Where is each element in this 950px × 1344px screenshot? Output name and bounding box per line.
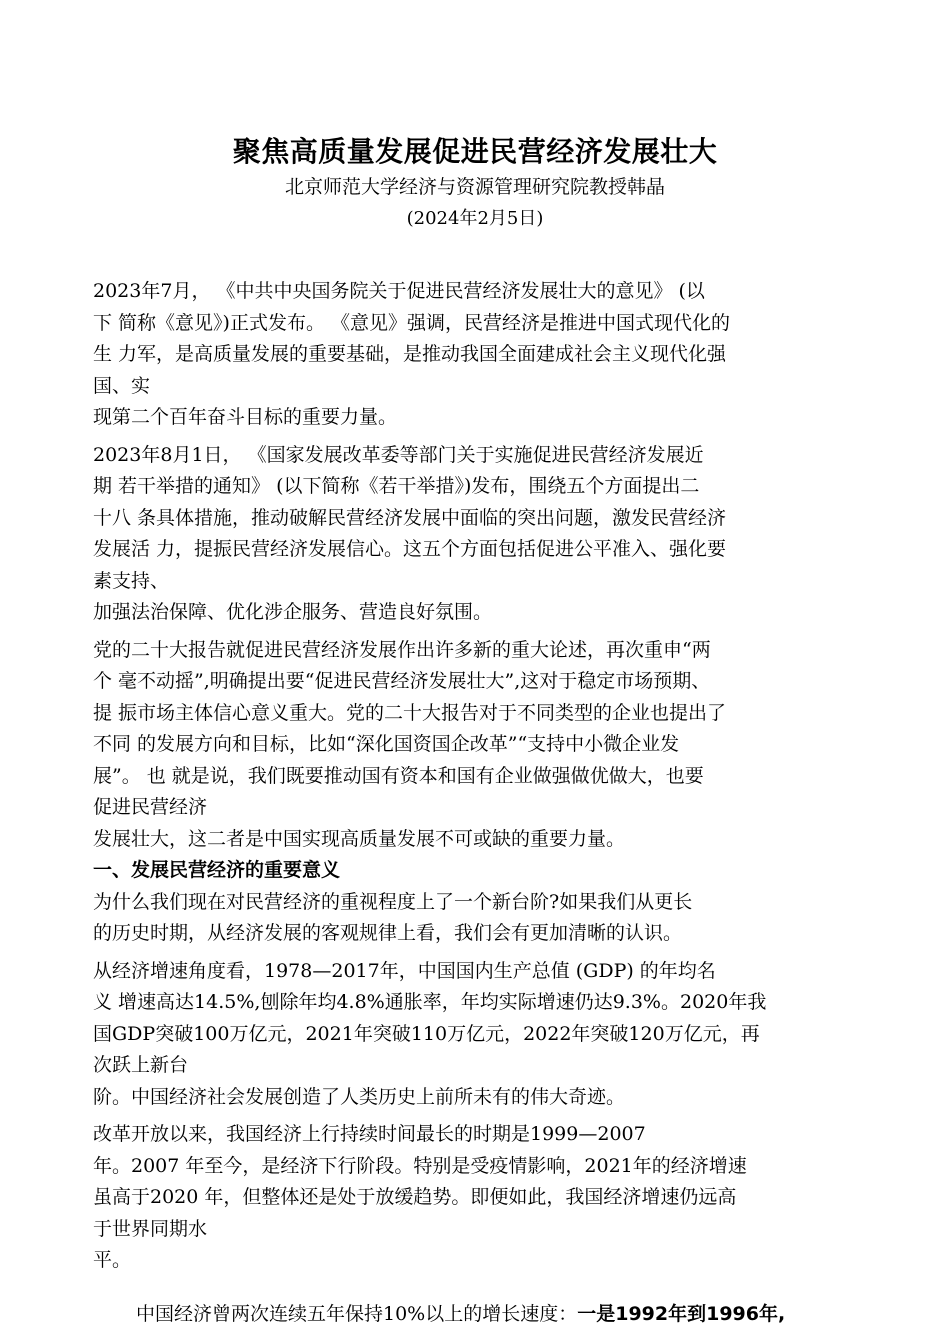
document-date: (2024年2月5日) <box>406 208 544 229</box>
text-line: 期 若干举措的通知》 (以下简称《若干举措》)发布，围绕五个方面提出二 <box>93 475 700 497</box>
text-line: 2023年7月， 《中共中央国务院关于促进民营经济发展壮大的意见》 (以 <box>93 280 705 302</box>
text-line: 改革开放以来，我国经济上行持续时间最长的时期是1999—2007 <box>93 1123 646 1145</box>
text-line: 从经济增速角度看，1978—2017年，中国国内生产总值 (GDP) 的年均名 <box>93 959 716 982</box>
text-line: 十八 条具体措施，推动破解民营经济发展中面临的突出问题，激发民营经济 <box>93 506 727 529</box>
text-line: 为什么我们现在对民营经济的重视程度上了一个新台阶?如果我们从更长 <box>93 890 693 913</box>
text-line: 于世界同期水 <box>93 1217 208 1240</box>
text-line: 现第二个百年奋斗目标的重要力量。 <box>93 406 398 428</box>
text-line: 党的二十大报告就促进民营经济发展作出许多新的重大论述，再次重申“两 <box>93 638 711 661</box>
text-line: 的历史时期，从经济发展的客观规律上看，我们会有更加清晰的认识。 <box>93 922 683 944</box>
text-line: 个 毫不动摇”,明确提出要“促进民营经济发展壮大”,这对于稳定市场预期、 <box>93 670 711 692</box>
document-title: 聚焦高质量发展促进民营经济发展壮大 <box>232 135 718 168</box>
text-line: 次跃上新台 <box>93 1054 189 1076</box>
document-body <box>93 276 863 1277</box>
text-line: 2023年8月1日， 《国家发展改革委等部门关于实施促进民营经济发展近 <box>93 443 704 466</box>
text-line: 提 振市场主体信心意义重大。党的二十大报告对于不同类型的企业也提出了 <box>93 701 727 724</box>
text-line: 虽高于2020 年，但整体还是处于放缓趋势。即便如此，我国经济增速仍远高 <box>93 1186 737 1208</box>
text-line: 促进民营经济 <box>93 796 208 818</box>
text-line: 不同 的发展方向和目标，比如“深化国资国企改革”“支持中小微企业发 <box>93 733 680 755</box>
text-line: 发展壮大，这二者是中国实现高质量发展不可或缺的重要力量。 <box>93 827 626 850</box>
last-line-bold: 一是1992年到1996年, <box>577 1303 786 1325</box>
text-line: 国GDP突破100万亿元，2021年突破110万亿元，2022年突破120万亿元，再 <box>93 1022 760 1045</box>
last-line-normal: 中国经济曾两次连续五年保持10%以上的增长速度： <box>136 1303 578 1325</box>
text-line: 平。 <box>93 1249 132 1271</box>
text-line: 展”。 也 就是说，我们既要推动国有资本和国有企业做强做优做大，也要 <box>93 764 704 787</box>
document-author: 北京师范大学经济与资源管理研究院教授韩晶 <box>284 176 665 198</box>
text-line: 国、实 <box>93 374 151 397</box>
text-line: 下 简称《意见》)正式发布。 《意见》强调，民营经济是推进中国式现代化的 <box>93 311 730 334</box>
last-text-line <box>93 1298 916 1330</box>
text-line: 生 力军，是高质量发展的重要基础，是推动我国全面建成社会主义现代化强 <box>93 343 727 365</box>
text-line: 义 增速高达14.5%,刨除年均4.8%通胀率，年均实际增速仍达9.3%。2020年我 <box>93 991 767 1013</box>
text-line: 加强法治保障、优化涉企服务、营造良好氛围。 <box>93 601 493 623</box>
text-line: 年。2007 年至今，是经济下行阶段。特别是受疫情影响，2021年的经济增速 <box>93 1154 747 1177</box>
text-line: 阶。中国经济社会发展创造了人类历史上前所未有的伟大奇迹。 <box>93 1085 626 1108</box>
text-line: 素支持、 <box>93 569 170 592</box>
text-line: 发展活 力，提振民营经济发展信心。这五个方面包括促进公平准入、强化要 <box>93 538 727 560</box>
section-heading: 一、发展民营经济的重要意义 <box>93 859 341 881</box>
